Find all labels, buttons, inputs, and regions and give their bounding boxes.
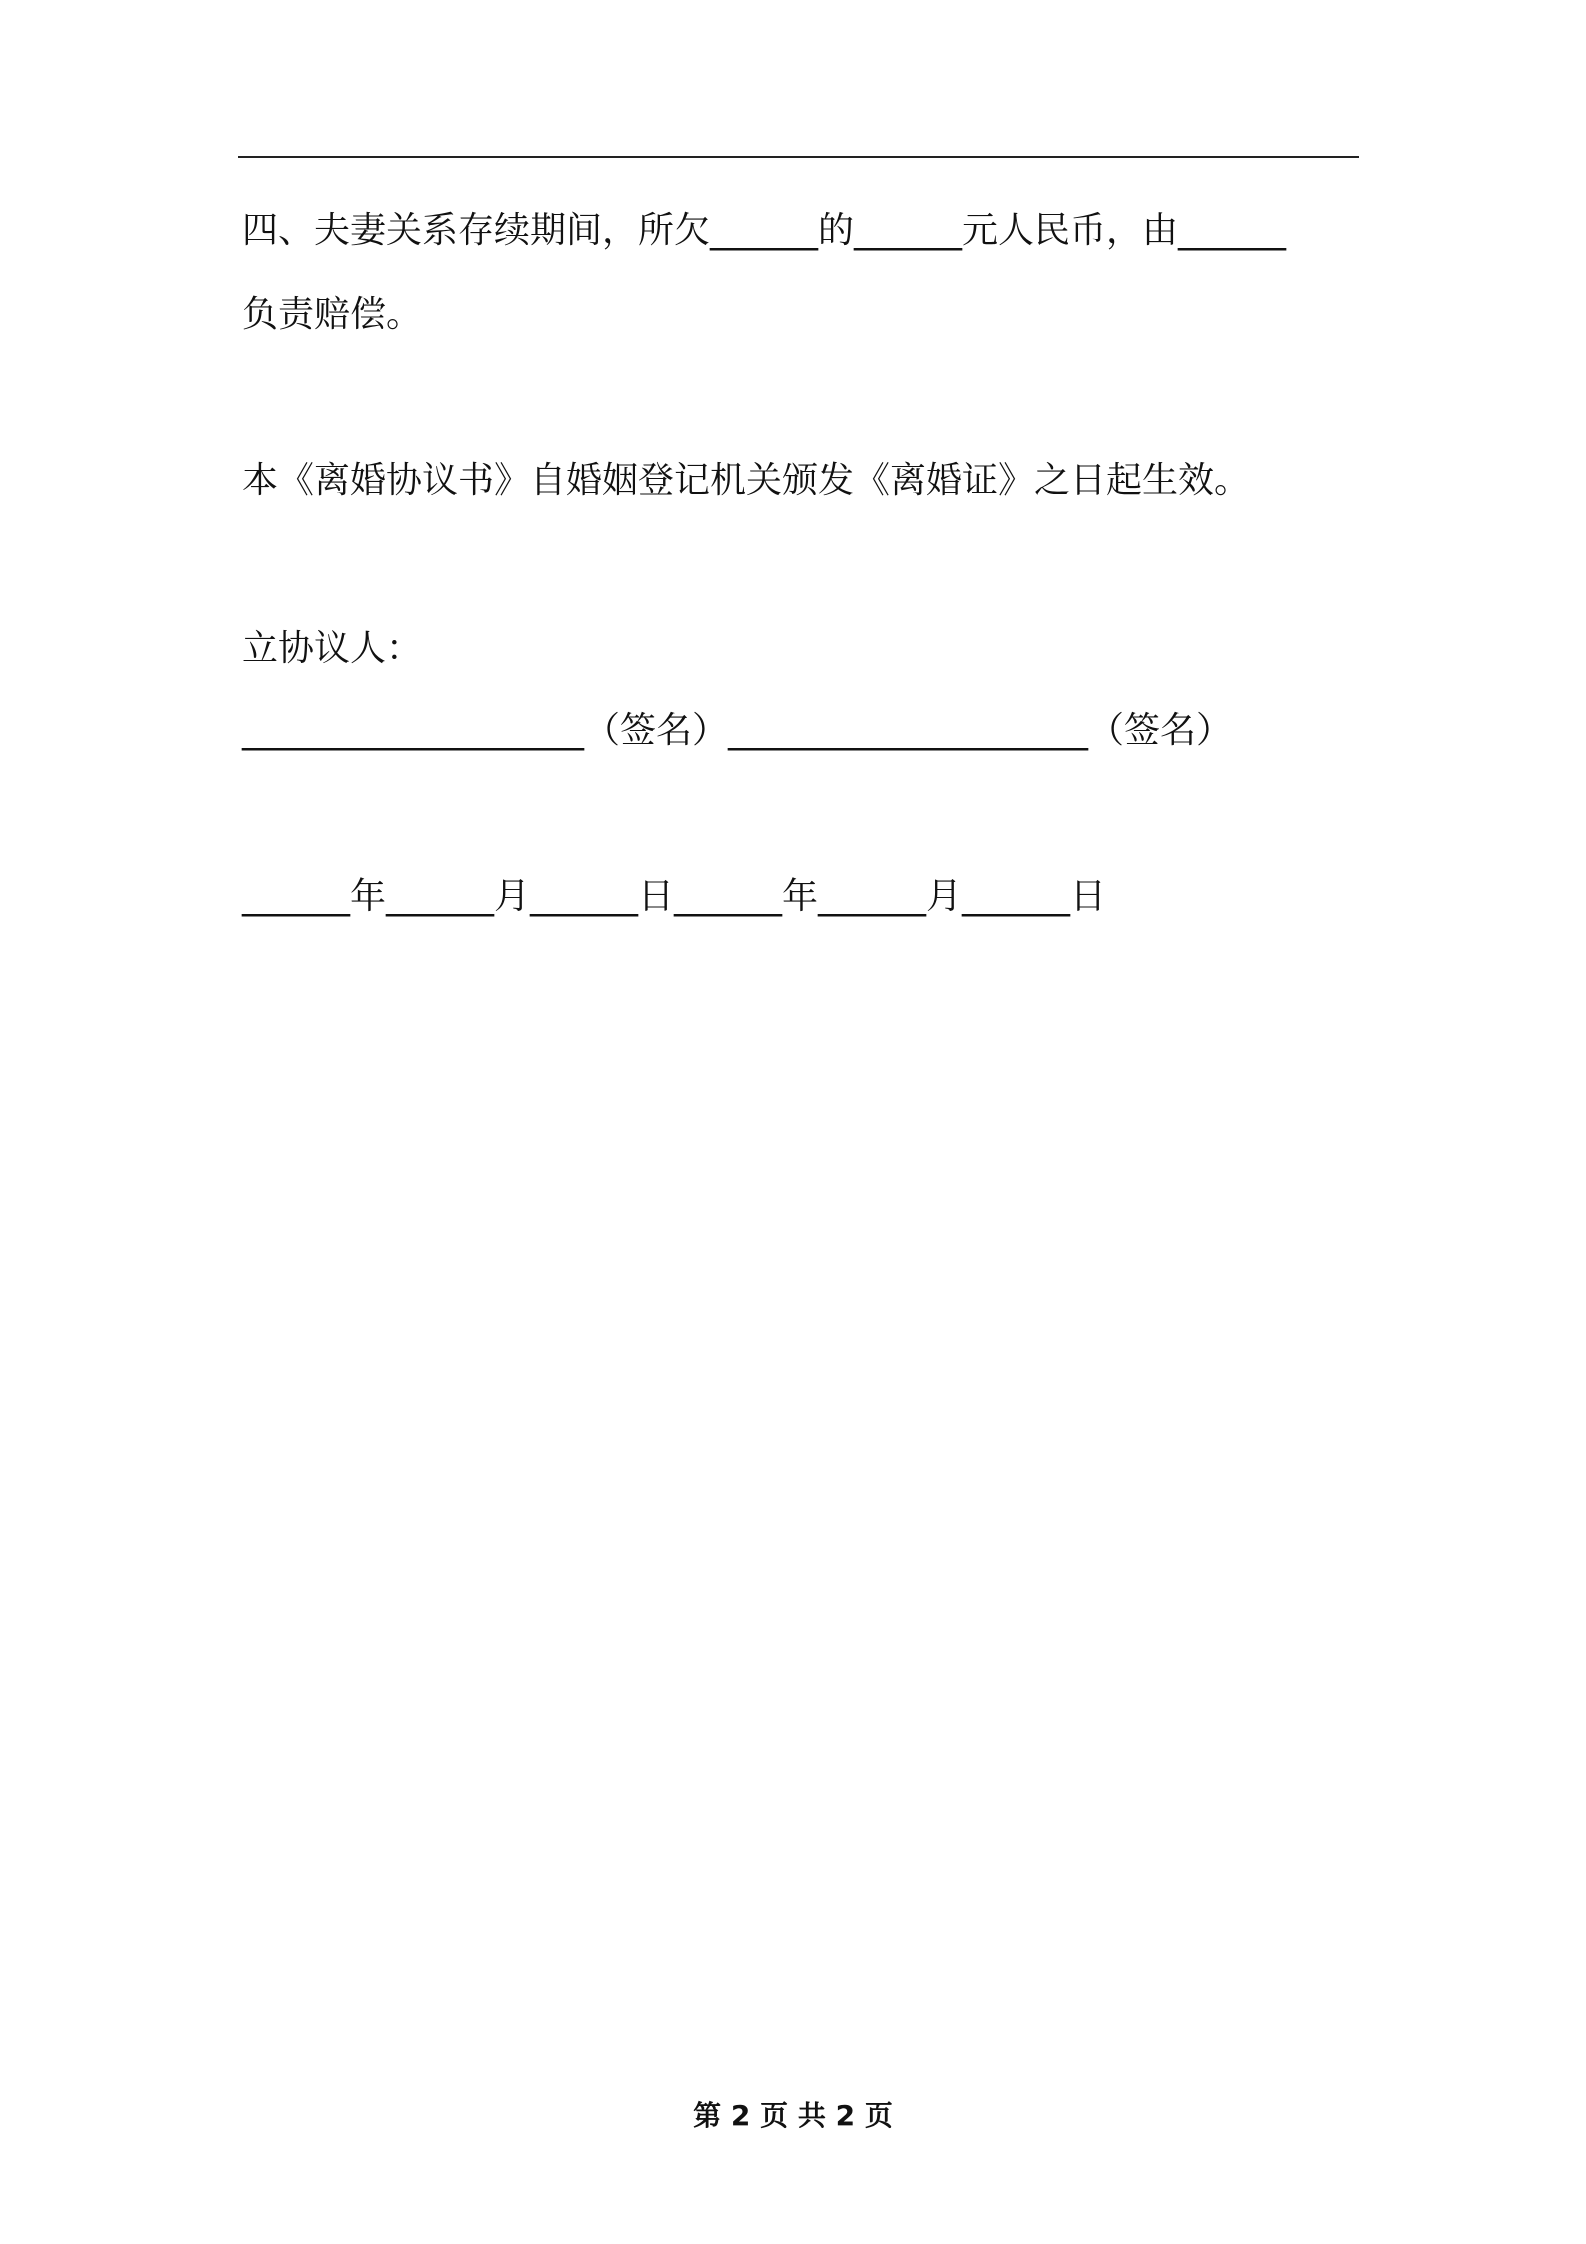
page-indicator: 第 2 页 共 2 页 [693, 2099, 893, 2132]
header-rule [238, 156, 1359, 158]
signature-line: ___________________（签名）____________________（签名） [242, 710, 1233, 751]
effective-clause: 本《离婚协议书》自婚姻登记机关颁发《离婚证》之日起生效。 [242, 460, 1251, 501]
date-line: ______年______月______日______年______月______日 [242, 876, 1106, 917]
signatories-label: 立协议人： [242, 628, 423, 669]
clause-4-line-1: 四、夫妻关系存续期间，所欠______的______元人民币，由______ [242, 210, 1287, 251]
clause-4-line-2: 负责赔偿。 [242, 294, 423, 335]
